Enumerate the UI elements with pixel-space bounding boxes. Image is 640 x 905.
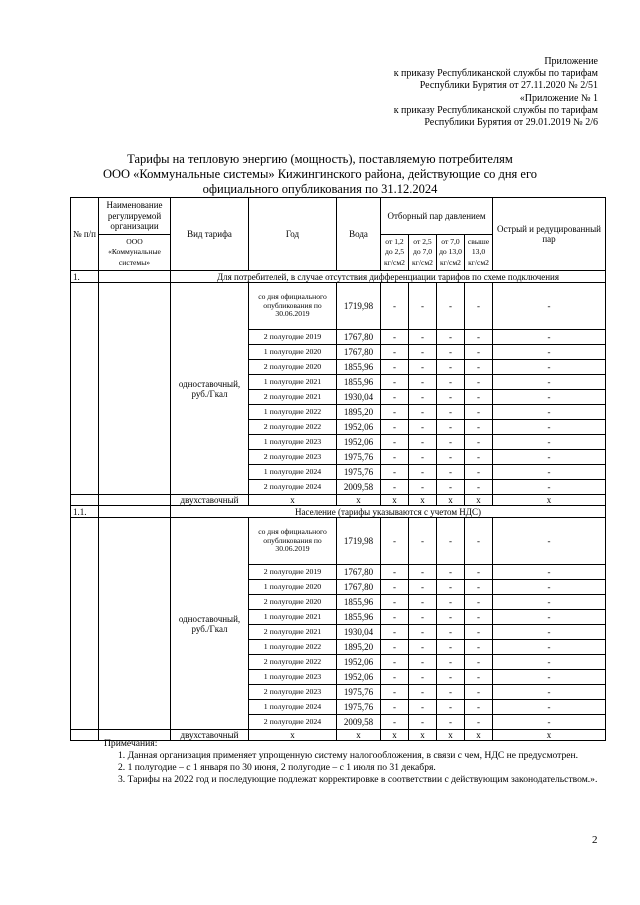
cross-cell: x xyxy=(409,730,437,741)
dash-cell: - xyxy=(409,390,437,405)
dash-cell: - xyxy=(409,360,437,375)
dash-cell: - xyxy=(409,685,437,700)
period-cell: 2 полугодие 2024 xyxy=(249,480,337,495)
water-value: 1855,96 xyxy=(337,595,381,610)
title-line: официального опубликования по 31.12.2024 xyxy=(202,182,438,196)
pressure-4-header: свыше 13,0 кг/см2 xyxy=(465,235,493,271)
dash-cell: - xyxy=(409,595,437,610)
period-cell: 2 полугодие 2023 xyxy=(249,685,337,700)
cross-cell: x xyxy=(381,495,409,506)
water-value: 1930,04 xyxy=(337,625,381,640)
dash-cell: - xyxy=(437,420,465,435)
empty-cell xyxy=(71,283,99,495)
dash-cell: - xyxy=(381,685,409,700)
header-line: Республики Бурятия от 27.11.2020 № 2/51 xyxy=(419,80,598,92)
dash-cell: - xyxy=(493,360,606,375)
dash-cell: - xyxy=(493,435,606,450)
dash-cell: - xyxy=(437,715,465,730)
dash-cell: - xyxy=(465,610,493,625)
note-item: 2. 1 полугодие – с 1 января по 30 июня, 2 полугодие – с 1 июля по 31 декабря. xyxy=(118,762,436,773)
dash-cell: - xyxy=(465,518,493,565)
header-line: Республики Бурятия от 29.01.2019 № 2/6 xyxy=(424,117,598,129)
dash-cell: - xyxy=(465,345,493,360)
dash-cell: - xyxy=(437,465,465,480)
water-value: 1952,06 xyxy=(337,655,381,670)
col-steam-header: Отборный пар давлением xyxy=(381,198,493,235)
dash-cell: - xyxy=(409,375,437,390)
dash-cell: - xyxy=(493,330,606,345)
col-sharp-steam-header: Острый и редуцированный пар xyxy=(493,198,606,271)
cross-cell: x xyxy=(493,730,606,741)
dash-cell: - xyxy=(437,655,465,670)
dash-cell: - xyxy=(437,283,465,330)
dash-cell: - xyxy=(465,640,493,655)
dash-cell: - xyxy=(465,595,493,610)
water-value: 1975,76 xyxy=(337,465,381,480)
water-value: 2009,58 xyxy=(337,715,381,730)
dash-cell: - xyxy=(465,375,493,390)
dash-cell: - xyxy=(409,450,437,465)
water-value: 1975,76 xyxy=(337,700,381,715)
col-type-header: Вид тарифа xyxy=(171,198,249,271)
dash-cell: - xyxy=(381,465,409,480)
dash-cell: - xyxy=(437,435,465,450)
dash-cell: - xyxy=(465,700,493,715)
section-row xyxy=(71,271,606,283)
dash-cell: - xyxy=(465,420,493,435)
water-value: 1975,76 xyxy=(337,450,381,465)
dash-cell: - xyxy=(493,640,606,655)
water-value: 1952,06 xyxy=(337,670,381,685)
dash-cell: - xyxy=(409,565,437,580)
dash-cell: - xyxy=(493,450,606,465)
dash-cell: - xyxy=(493,283,606,330)
tariff-type: одноставочный, руб./Гкал xyxy=(171,283,249,495)
empty-cell xyxy=(71,730,99,741)
water-value: 1719,98 xyxy=(337,518,381,565)
dash-cell: - xyxy=(381,480,409,495)
dash-cell: - xyxy=(465,330,493,345)
col-year-header: Год xyxy=(249,198,337,271)
period-cell: 2 полугодие 2022 xyxy=(249,655,337,670)
dash-cell: - xyxy=(381,670,409,685)
water-value: 1952,06 xyxy=(337,435,381,450)
dash-cell: - xyxy=(493,375,606,390)
header-line: Приложение xyxy=(544,56,598,67)
period-cell: 1 полугодие 2021 xyxy=(249,610,337,625)
dash-cell: - xyxy=(437,670,465,685)
water-value: 1952,06 xyxy=(337,420,381,435)
cross-cell: x xyxy=(249,495,337,506)
dash-cell: - xyxy=(381,625,409,640)
dash-cell: - xyxy=(381,580,409,595)
dash-cell: - xyxy=(465,655,493,670)
water-value: 2009,58 xyxy=(337,480,381,495)
dash-cell: - xyxy=(437,375,465,390)
period-cell: 1 полугодие 2021 xyxy=(249,375,337,390)
dash-cell: - xyxy=(381,435,409,450)
empty-cell xyxy=(99,283,171,495)
dash-cell: - xyxy=(409,715,437,730)
dash-cell: - xyxy=(409,655,437,670)
dash-cell: - xyxy=(381,450,409,465)
col-num-header: № п/п xyxy=(71,198,99,271)
water-value: 1767,80 xyxy=(337,565,381,580)
cross-cell: x xyxy=(465,495,493,506)
water-value: 1895,20 xyxy=(337,640,381,655)
dash-cell: - xyxy=(437,390,465,405)
period-cell: 1 полугодие 2024 xyxy=(249,465,337,480)
cross-cell: x xyxy=(337,495,381,506)
dash-cell: - xyxy=(381,420,409,435)
period-cell: со дня официального опубликования по 30.06.2019 xyxy=(249,518,337,565)
dash-cell: - xyxy=(381,330,409,345)
document-title xyxy=(70,152,570,197)
period-cell: 2 полугодие 2019 xyxy=(249,330,337,345)
col-water-header: Вода xyxy=(337,198,381,271)
tariff-type: двухставочный xyxy=(171,495,249,506)
dash-cell: - xyxy=(381,610,409,625)
dash-cell: - xyxy=(437,580,465,595)
table-row xyxy=(71,495,606,506)
period-cell: 1 полугодие 2022 xyxy=(249,405,337,420)
dash-cell: - xyxy=(409,435,437,450)
period-cell: 2 полугодие 2020 xyxy=(249,595,337,610)
water-value: 1895,20 xyxy=(337,405,381,420)
dash-cell: - xyxy=(465,685,493,700)
dash-cell: - xyxy=(465,670,493,685)
dash-cell: - xyxy=(381,375,409,390)
table-row xyxy=(71,283,606,330)
period-cell: 1 полугодие 2020 xyxy=(249,580,337,595)
dash-cell: - xyxy=(409,700,437,715)
water-value: 1767,80 xyxy=(337,345,381,360)
section-number: 1. xyxy=(71,271,99,283)
dash-cell: - xyxy=(465,465,493,480)
period-cell: 2 полугодие 2021 xyxy=(249,390,337,405)
tariff-table xyxy=(70,197,606,741)
dash-cell: - xyxy=(493,685,606,700)
empty-cell xyxy=(71,518,99,730)
notes xyxy=(98,738,598,786)
dash-cell: - xyxy=(465,360,493,375)
dash-cell: - xyxy=(381,405,409,420)
period-cell: 2 полугодие 2019 xyxy=(249,565,337,580)
period-cell: 1 полугодие 2023 xyxy=(249,435,337,450)
header-line: к приказу Республиканской службы по тарифам xyxy=(393,104,598,116)
empty-cell xyxy=(99,518,171,730)
dash-cell: - xyxy=(381,655,409,670)
title-line: ООО «Коммунальные системы» Кижингинского района, действующие со дня его xyxy=(102,167,538,181)
dash-cell: - xyxy=(493,670,606,685)
dash-cell: - xyxy=(465,450,493,465)
period-cell: 1 полугодие 2022 xyxy=(249,640,337,655)
dash-cell: - xyxy=(409,518,437,565)
pressure-3-header: от 7,0 до 13,0 кг/см2 xyxy=(437,235,465,271)
period-cell: 2 полугодие 2020 xyxy=(249,360,337,375)
water-value: 1855,96 xyxy=(337,610,381,625)
dash-cell: - xyxy=(437,625,465,640)
dash-cell: - xyxy=(409,283,437,330)
empty-cell xyxy=(99,271,171,283)
dash-cell: - xyxy=(465,283,493,330)
period-cell: 1 полугодие 2023 xyxy=(249,670,337,685)
cross-cell: x xyxy=(381,730,409,741)
dash-cell: - xyxy=(381,360,409,375)
header-line: «Приложение № 1 xyxy=(519,92,598,104)
section-title: Для потребителей, в случае отсутствия дифференциации тарифов по схеме подключения xyxy=(171,271,606,283)
dash-cell: - xyxy=(381,283,409,330)
dash-cell: - xyxy=(465,405,493,420)
cross-cell: x xyxy=(437,730,465,741)
page-number: 2 xyxy=(592,834,598,846)
dash-cell: - xyxy=(465,480,493,495)
dash-cell: - xyxy=(381,715,409,730)
dash-cell: - xyxy=(493,610,606,625)
empty-cell xyxy=(99,495,171,506)
section-number: 1.1. xyxy=(71,506,99,518)
period-cell: со дня официального опубликования по 30.06.2019 xyxy=(249,283,337,330)
dash-cell: - xyxy=(437,685,465,700)
water-value: 1855,96 xyxy=(337,360,381,375)
dash-cell: - xyxy=(381,390,409,405)
pressure-1-header: от 1,2 до 2,5 кг/см2 xyxy=(381,235,409,271)
dash-cell: - xyxy=(409,465,437,480)
dash-cell: - xyxy=(409,640,437,655)
header-line: к приказу Республиканской службы по тарифам xyxy=(393,68,598,80)
col-org-header: Наименование регулируемой организации xyxy=(99,198,171,235)
empty-cell xyxy=(99,506,171,518)
table-row xyxy=(71,518,606,565)
dash-cell: - xyxy=(437,360,465,375)
dash-cell: - xyxy=(409,625,437,640)
title-line: Тарифы на тепловую энергию (мощность), поставляемую потребителям xyxy=(127,152,513,166)
dash-cell: - xyxy=(465,390,493,405)
dash-cell: - xyxy=(381,345,409,360)
dash-cell: - xyxy=(437,700,465,715)
water-value: 1719,98 xyxy=(337,283,381,330)
period-cell: 2 полугодие 2024 xyxy=(249,715,337,730)
water-value: 1855,96 xyxy=(337,375,381,390)
dash-cell: - xyxy=(493,420,606,435)
dash-cell: - xyxy=(493,565,606,580)
dash-cell: - xyxy=(437,345,465,360)
dash-cell: - xyxy=(381,595,409,610)
dash-cell: - xyxy=(465,625,493,640)
dash-cell: - xyxy=(437,565,465,580)
water-value: 1930,04 xyxy=(337,390,381,405)
dash-cell: - xyxy=(437,640,465,655)
cross-cell: x xyxy=(337,730,381,741)
cross-cell: x xyxy=(249,730,337,741)
dash-cell: - xyxy=(409,405,437,420)
period-cell: 1 полугодие 2024 xyxy=(249,700,337,715)
dash-cell: - xyxy=(465,580,493,595)
cross-cell: x xyxy=(409,495,437,506)
dash-cell: - xyxy=(465,435,493,450)
dash-cell: - xyxy=(437,595,465,610)
note-item: 1. Данная организация применяет упрощенную систему налогообложения, в связи с чем, НДС не предусмотрен. xyxy=(118,750,579,761)
dash-cell: - xyxy=(409,580,437,595)
dash-cell: - xyxy=(381,700,409,715)
period-cell: 1 полугодие 2020 xyxy=(249,345,337,360)
cross-cell: x xyxy=(465,730,493,741)
dash-cell: - xyxy=(493,700,606,715)
dash-cell: - xyxy=(437,518,465,565)
note-item: 3. Тарифы на 2022 год и последующие подлежат корректировке в соответствии с действующим законодательством.». xyxy=(118,774,598,785)
dash-cell: - xyxy=(493,625,606,640)
dash-cell: - xyxy=(493,595,606,610)
tariff-type: одноставочный, руб./Гкал xyxy=(171,518,249,730)
dash-cell: - xyxy=(437,610,465,625)
dash-cell: - xyxy=(493,580,606,595)
period-cell: 2 полугодие 2023 xyxy=(249,450,337,465)
org-name: ООО «Коммунальные системы» xyxy=(99,235,171,271)
dash-cell: - xyxy=(493,390,606,405)
dash-cell: - xyxy=(493,345,606,360)
dash-cell: - xyxy=(409,420,437,435)
notes-heading: Примечания: xyxy=(104,738,158,749)
dash-cell: - xyxy=(381,565,409,580)
dash-cell: - xyxy=(465,715,493,730)
dash-cell: - xyxy=(409,670,437,685)
dash-cell: - xyxy=(493,405,606,420)
dash-cell: - xyxy=(381,518,409,565)
dash-cell: - xyxy=(493,715,606,730)
cross-cell: x xyxy=(493,495,606,506)
dash-cell: - xyxy=(493,518,606,565)
dash-cell: - xyxy=(493,655,606,670)
document-header xyxy=(298,56,598,129)
dash-cell: - xyxy=(493,480,606,495)
pressure-2-header: от 2,5 до 7,0 кг/см2 xyxy=(409,235,437,271)
dash-cell: - xyxy=(437,450,465,465)
section-title: Население (тарифы указываются с учетом НДС) xyxy=(171,506,606,518)
period-cell: 2 полугодие 2022 xyxy=(249,420,337,435)
water-value: 1975,76 xyxy=(337,685,381,700)
dash-cell: - xyxy=(437,405,465,420)
dash-cell: - xyxy=(409,345,437,360)
water-value: 1767,80 xyxy=(337,580,381,595)
cross-cell: x xyxy=(437,495,465,506)
tariff-type: двухставочный xyxy=(171,730,249,741)
dash-cell: - xyxy=(381,640,409,655)
dash-cell: - xyxy=(465,565,493,580)
dash-cell: - xyxy=(437,330,465,345)
dash-cell: - xyxy=(409,330,437,345)
period-cell: 2 полугодие 2021 xyxy=(249,625,337,640)
dash-cell: - xyxy=(493,465,606,480)
dash-cell: - xyxy=(409,610,437,625)
water-value: 1767,80 xyxy=(337,330,381,345)
dash-cell: - xyxy=(437,480,465,495)
dash-cell: - xyxy=(409,480,437,495)
section-row xyxy=(71,506,606,518)
empty-cell xyxy=(71,495,99,506)
